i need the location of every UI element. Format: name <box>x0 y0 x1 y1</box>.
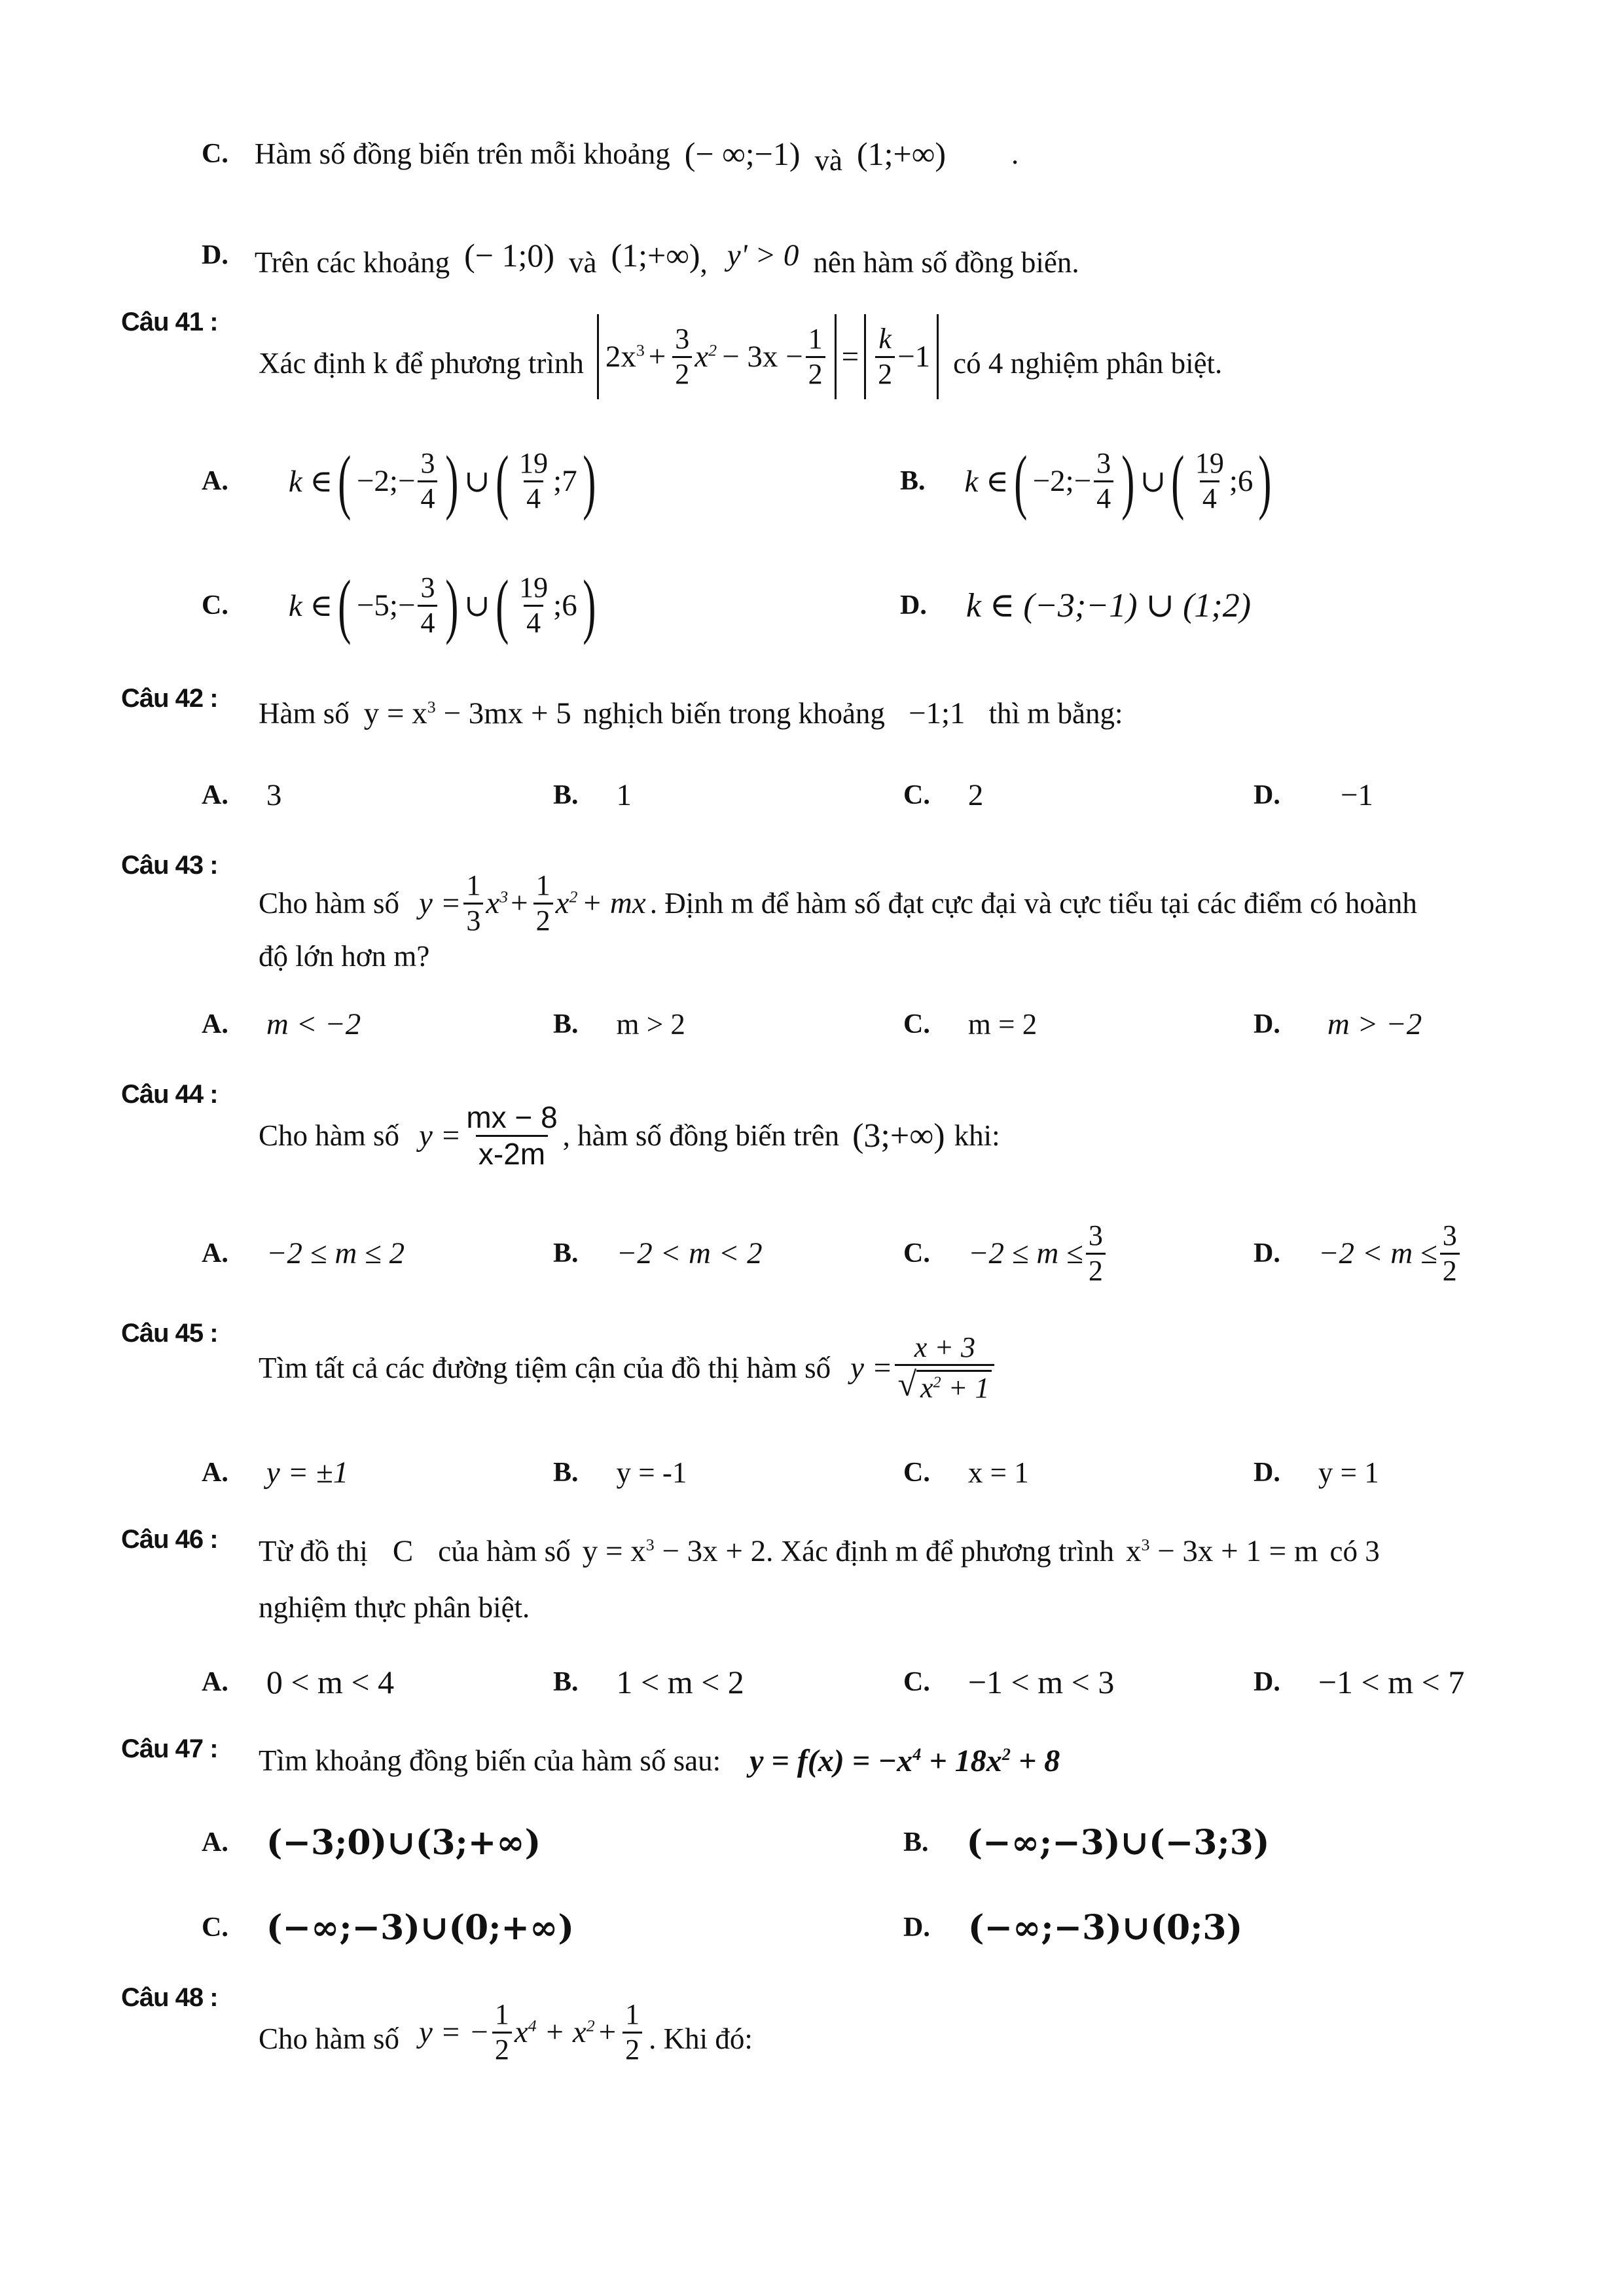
q42-option-a[interactable] <box>202 769 281 821</box>
option-label: A. <box>202 1238 228 1268</box>
operator: = <box>841 340 859 374</box>
option-value: (−∞;−3)∪(−3;3) <box>966 1822 1270 1863</box>
fraction: $\frac{1}{3}$ <box>463 870 483 935</box>
fraction: $\frac{k}{2}$ <box>875 324 895 389</box>
q46-option-c[interactable] <box>903 1656 1114 1708</box>
option-label: C. <box>202 139 228 169</box>
option-value: 1 <box>616 778 632 812</box>
option-value: m > −2 <box>1327 1007 1422 1041</box>
q46-stem <box>259 1525 1380 1577</box>
exponent: 2 <box>586 2016 595 2036</box>
option-label: B. <box>903 1827 929 1857</box>
question-text: Tìm tất cả các đường tiệm cận của đồ thị hàm số <box>259 1352 831 1384</box>
period: . <box>1011 137 1019 170</box>
question-label: Câu 44 : <box>121 1080 218 1109</box>
q46-option-a[interactable] <box>202 1656 394 1708</box>
condition: y' > 0 <box>727 238 799 272</box>
q43-option-c[interactable] <box>903 998 1037 1050</box>
question-text: Hàm số <box>259 697 350 730</box>
option-text: Hàm số đồng biến trên mỗi khoảng <box>254 137 670 170</box>
question-label: Câu 41 : <box>121 308 218 336</box>
question-text: . Định m để hàm số đạt cực đại và cực tiểu tại các điểm có hoành <box>649 887 1417 920</box>
option-value: y = 1 <box>1318 1456 1379 1489</box>
interval: (1;+∞) <box>611 237 700 274</box>
exponent: 2 <box>569 887 578 906</box>
q40-option-c[interactable] <box>202 131 1019 177</box>
math: −2;− <box>1032 464 1092 498</box>
option-value: −2 < m < 2 <box>616 1236 763 1270</box>
question-text: nghiệm thực phân biệt. <box>259 1591 530 1624</box>
q47-stem <box>259 1734 1060 1787</box>
option-value: m < −2 <box>266 1007 361 1041</box>
term: x <box>514 2015 528 2049</box>
sqrt-icon: √ $x^2 + 1$ <box>897 1367 992 1403</box>
option-label: D. <box>1254 1238 1280 1268</box>
math: + 18x <box>929 1743 1002 1778</box>
math: y = <box>419 1119 461 1153</box>
option-value: (−∞;−3)∪(0;3) <box>967 1907 1243 1948</box>
exponent: 2 <box>1001 1744 1011 1764</box>
operator: + <box>511 886 528 920</box>
question-text: Cho hàm số <box>259 2022 400 2055</box>
option-label: C. <box>903 1238 930 1268</box>
math: y = x <box>363 696 427 730</box>
abs-bar <box>864 314 866 399</box>
term: x <box>555 886 569 920</box>
option-label: B. <box>553 1458 579 1488</box>
option-label: B. <box>553 1238 579 1268</box>
question-text: khi: <box>954 1119 1000 1152</box>
fraction: $\frac{mx - 8}{x-2m}$ <box>466 1100 558 1171</box>
q45-option-c[interactable] <box>903 1446 1029 1499</box>
q42-option-d[interactable] <box>1254 769 1373 821</box>
q47-option-a[interactable] <box>202 1813 541 1872</box>
option-text: Trên các khoảng <box>254 246 450 279</box>
q45-option-d[interactable] <box>1254 1446 1379 1499</box>
math: − 3mx + 5 <box>443 696 571 730</box>
option-label: A. <box>202 1458 228 1488</box>
fraction: $\frac{1}{2}$ <box>533 870 553 935</box>
q47-option-c[interactable] <box>202 1898 574 1957</box>
option-label: B. <box>553 780 579 810</box>
question-text: . Khi đó: <box>649 2022 753 2055</box>
exponent: 3 <box>636 340 645 360</box>
q43-option-a[interactable] <box>202 998 361 1050</box>
option-label: B. <box>900 466 926 496</box>
option-value: x = 1 <box>967 1456 1029 1489</box>
option-label: C. <box>202 590 228 620</box>
math: + mx <box>581 886 646 920</box>
term: x <box>486 886 500 920</box>
q40-option-d[interactable] <box>202 226 1079 285</box>
option-value: −1 < m < 3 <box>967 1664 1115 1700</box>
option-label: D. <box>903 1912 930 1943</box>
math: y = x <box>582 1534 646 1568</box>
q44-option-d[interactable] <box>1254 1211 1462 1296</box>
math: −5;− <box>356 588 416 622</box>
math: ;6 <box>553 588 577 622</box>
option-label: A. <box>202 466 228 496</box>
option-value: −2 ≤ m ≤ 2 <box>266 1236 405 1270</box>
option-label: D. <box>1254 1667 1280 1697</box>
question-text: của hàm số <box>438 1535 571 1568</box>
q47-option-b[interactable] <box>903 1813 1269 1872</box>
question-text: , hàm số đồng biến trên <box>562 1119 840 1152</box>
option-label: C. <box>202 1912 228 1943</box>
comma: , <box>700 246 708 279</box>
fraction: $\frac{19}{4}$ <box>519 571 549 639</box>
option-label: C. <box>903 780 930 810</box>
question-label: Câu 48 : <box>121 1983 218 2012</box>
option-label: C. <box>903 1458 930 1488</box>
q41-option-b[interactable]: B. k ∈ ( −2;− $\frac{3}{4}$ ) ∪ ( $\frac{19}{4}$ ;6 ) <box>900 441 1272 521</box>
conjunction: và <box>569 246 597 279</box>
math: k ∈ <box>288 588 333 623</box>
operator: ∪ <box>464 464 490 499</box>
q41-option-a[interactable]: A. k ∈ ( −2;− $\frac{3}{4}$ ) ∪ ( $\frac{19}{4}$ ;7 ) <box>202 441 596 521</box>
option-label: C. <box>903 1009 930 1039</box>
math: x <box>1126 1534 1142 1568</box>
q46-option-b[interactable] <box>553 1656 744 1708</box>
q43-option-b[interactable] <box>553 998 685 1050</box>
question-label: Câu 46 : <box>121 1525 218 1554</box>
math: −2;− <box>356 464 416 498</box>
exponent: 3 <box>427 697 436 717</box>
option-label: D. <box>1254 780 1280 810</box>
term: − 3x − <box>722 340 803 374</box>
exponent: 4 <box>528 2016 537 2036</box>
option-label: A. <box>202 1667 228 1697</box>
q45-stem <box>259 1319 997 1417</box>
interval: (3;+∞) <box>852 1117 945 1155</box>
option-value: y = ±1 <box>266 1456 349 1490</box>
q41-stem <box>259 308 1222 406</box>
question-text: Từ đồ thị <box>259 1535 368 1568</box>
math: k ∈ (−3;−1) ∪ (1;2) <box>965 587 1252 624</box>
math: + 8 <box>1018 1743 1060 1778</box>
question-text: Cho hàm số <box>259 887 400 920</box>
option-label: D. <box>1254 1458 1280 1488</box>
math: y = <box>419 886 461 920</box>
fraction: $\frac{3}{2}$ <box>1086 1221 1106 1285</box>
option-value: −1 <box>1340 778 1373 812</box>
question-label: Câu 43 : <box>121 851 218 880</box>
option-label: A. <box>202 1827 228 1857</box>
term: −1 <box>897 340 931 374</box>
math: ;7 <box>553 464 577 498</box>
option-value: 0 < m < 4 <box>266 1664 395 1700</box>
q44-option-c[interactable] <box>903 1211 1108 1296</box>
question-text: nghịch biến trong khoảng <box>583 697 885 730</box>
q43-stem <box>259 854 1417 952</box>
q48-stem <box>259 1983 753 2081</box>
fraction: $\frac{1}{2}$ <box>492 2000 512 2064</box>
q42-option-b[interactable] <box>553 769 632 821</box>
option-label: D. <box>1254 1009 1280 1039</box>
option-label: B. <box>553 1009 579 1039</box>
math: y = − <box>419 2015 490 2049</box>
fraction: $\frac{3}{2}$ <box>1440 1221 1460 1285</box>
fraction: $\frac{19}{4}$ <box>1195 447 1224 514</box>
math: k ∈ <box>288 464 333 499</box>
option-value: −2 ≤ m ≤ <box>967 1236 1083 1270</box>
q45-option-b[interactable] <box>553 1446 687 1499</box>
abs-bar <box>597 314 599 399</box>
question-text: có 4 nghiệm phân biệt. <box>953 347 1223 380</box>
option-text: nên hàm số đồng biến. <box>813 246 1079 279</box>
term: x <box>695 340 709 374</box>
option-label: A. <box>202 1009 228 1039</box>
abs-bar <box>835 314 837 399</box>
option-label: D. <box>900 590 927 620</box>
exponent: 2 <box>708 340 717 360</box>
q45-option-a[interactable] <box>202 1446 348 1499</box>
fraction: $\frac{3}{2}$ <box>672 324 692 389</box>
q41-option-d[interactable] <box>900 576 1251 635</box>
q41-option-c[interactable]: C. k ∈ ( −5;− $\frac{3}{4}$ ) ∪ ( $\frac{19}{4}$ ;6 ) <box>202 565 596 645</box>
conjunction: và <box>814 144 842 177</box>
option-label: A. <box>202 780 228 810</box>
option-value: y = -1 <box>616 1456 687 1489</box>
fraction: $\frac{1}{2}$ <box>806 324 825 389</box>
math: y = <box>850 1351 893 1385</box>
question-label: Câu 45 : <box>121 1319 218 1348</box>
option-value: −1 < m < 7 <box>1318 1664 1465 1700</box>
term: + x <box>544 2015 586 2049</box>
q42-stem <box>259 687 1123 740</box>
interval: (1;+∞) <box>856 135 947 172</box>
fraction: $\frac{3}{4}$ <box>418 448 437 513</box>
exponent: 3 <box>645 1535 655 1554</box>
fraction: $\frac{1}{2}$ <box>623 2000 642 2064</box>
q46-option-d[interactable] <box>1254 1656 1464 1708</box>
math: k ∈ <box>964 464 1009 499</box>
interval: (− ∞;−1) <box>684 135 801 172</box>
math: − 3x + 1 = m <box>1157 1534 1318 1568</box>
option-value: (−3;0)∪(3;+∞) <box>266 1822 541 1863</box>
q44-option-b[interactable] <box>553 1211 763 1296</box>
term: 2x <box>605 340 636 374</box>
question-text: có 3 <box>1329 1535 1380 1568</box>
fraction: $\frac{19}{4}$ <box>519 447 549 514</box>
operator: + <box>648 340 666 374</box>
question-text: thì m bằng: <box>988 697 1123 730</box>
exponent: 3 <box>1141 1535 1150 1554</box>
exponent: 3 <box>499 887 509 906</box>
fraction: x + 3 √ $x^2 + 1$ <box>895 1333 994 1403</box>
q42-option-c[interactable] <box>903 769 983 821</box>
question-text: Cho hàm số <box>259 1119 400 1152</box>
q44-option-a[interactable] <box>202 1211 405 1296</box>
option-value: (−∞;−3)∪(0;+∞) <box>266 1907 574 1948</box>
question-text: độ lớn hơn m? <box>259 940 430 973</box>
option-value: m = 2 <box>967 1008 1038 1041</box>
option-label: C. <box>903 1667 930 1697</box>
option-value: 2 <box>967 778 984 812</box>
q44-stem <box>259 1086 1000 1185</box>
math: y = f(x) = −x <box>749 1743 913 1778</box>
interval: −1;1 <box>908 696 965 730</box>
fraction: $\frac{3}{4}$ <box>1094 448 1113 513</box>
operator: ∪ <box>464 588 490 623</box>
question-text: Xác định k để phương trình <box>259 347 584 380</box>
option-value: 1 < m < 2 <box>616 1664 744 1700</box>
question-label: Câu 42 : <box>121 684 218 713</box>
option-value: m > 2 <box>616 1008 685 1041</box>
exponent: 4 <box>912 1744 922 1764</box>
math: ;6 <box>1229 464 1254 498</box>
option-label: D. <box>202 240 228 270</box>
operator: ∪ <box>1140 464 1166 499</box>
q43-option-d[interactable] <box>1254 998 1422 1050</box>
question-label: Câu 47 : <box>121 1734 218 1763</box>
operator: + <box>598 2015 617 2049</box>
fraction: $\frac{3}{4}$ <box>418 573 437 637</box>
question-text: Tìm khoảng đồng biến của hàm số sau: <box>259 1744 721 1777</box>
interval: (− 1;0) <box>464 237 554 274</box>
q47-option-d[interactable] <box>903 1898 1242 1957</box>
option-value: 3 <box>266 778 282 812</box>
math: − 3x + 2 <box>662 1534 767 1568</box>
graph-name: C <box>392 1534 414 1568</box>
question-text: . Xác định m để phương trình <box>766 1535 1114 1568</box>
option-value: −2 < m ≤ <box>1318 1236 1437 1270</box>
abs-bar <box>937 314 939 399</box>
option-label: B. <box>553 1667 579 1697</box>
